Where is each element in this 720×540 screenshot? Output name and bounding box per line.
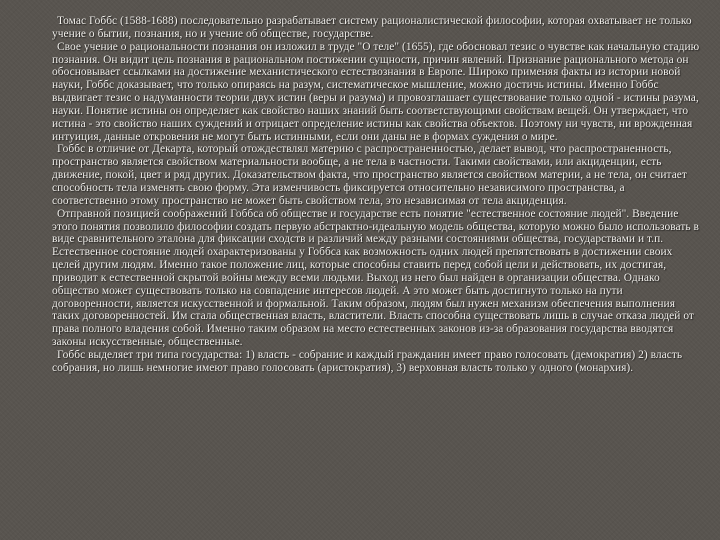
paragraph-state-types: Гоббс выделяет три типа государства: 1) власть - собрание и каждый гражданин имеет право голосовать (демократия) 2) власть собрания, но лишь немногие имеют право голосовать (аристократия), 3) верховная власть только у одного (монархия). — [52, 348, 683, 374]
paragraph-knowledge: Свое учение о рациональности познания он изложил в труде "О теле" (1655), где обосновал тезис о чувстве как начальную стадию познания. Он видит цель познания в рациональном постижении сущности, причин явлений. Признание рационального метода он обосновывает ссылками на достижение механистического естествознания в Европе. Широко применяя факты из истории новой науки, Гоббс доказывает, что только опираясь на разум, систематическое мышление, можно достичь истины. Именно Гоббс выдвигает тезис о надуманности теории двух истин (веры и разума) и провозглашает существование только одной - истины разума, науки. Понятие истины он определяет как свойство наших знаний быть соответствующими свойствам вещей. Он утверждает, что истина - это свойство наших суждений и отрицает определение истины как свойства объектов. Поэтому ни чувств, ни врожденная интуиция, данные откровения не могут быть истинными, если они даны не в формах суждения о мире. — [52, 40, 700, 143]
text-body — [52, 15, 700, 375]
paragraph-society: Отправной позицией соображений Гоббса об обществе и государстве есть понятие "естественное состояние людей". Введение этого понятия позволило философии создать первую абстрактно-идеальную модель общества, которую можно было использовать в виде сравнительного эталона для фиксации сходств и различий между разными состояниями общества, государствами и т.п. Естественное состояние людей охарактеризованы у Гоббса как возможность одних людей препятствовать в достижении своих целей другим людям. Именно такое положение лиц, которые способны ставить перед собой цели и действовать, их достигая, приводит к естественной скрытой войны между всеми людьми. Выход из него был найден в организации общества. Однако общество может существовать только на совпадение интересов людей. А это может быть достигнуто только на пути договоренности, является искусственной и формальной. Таким образом, людям был нужен механизм обеспечения выполнения таких договоренностей. Им стала общественная власть, властители. Власть способна существовать лишь в случае отказа людей от права полного владения собой. Именно таким образом на место естественных законов из-за образования государства вводятся законы искусственные, общественные. — [52, 207, 699, 349]
paragraph-space: Гоббс в отличие от Декарта, который отождествлял материю с распространенностью, делает вывод, что распространенность, пространство является свойством материальности вообще, а не тела в частности. Такими свойствами, или акциденции, есть движение, покой, цвет и ряд других. Доказательством факта, что пространство является свойством материи, а не тела, он считает способность тела изменять свою форму. Эта изменчивость фиксируется относительно независимого пространства, а соответственно этому пространство не может быть свойством тела, это независимая от тела акциденция. — [52, 143, 687, 207]
paragraph-intro: Томас Гоббс (1588-1688) последовательно разрабатывает систему рационалистической философии, которая охватывает не только учение о бытии, познания, но и учение об обществе, государстве. — [52, 15, 692, 40]
